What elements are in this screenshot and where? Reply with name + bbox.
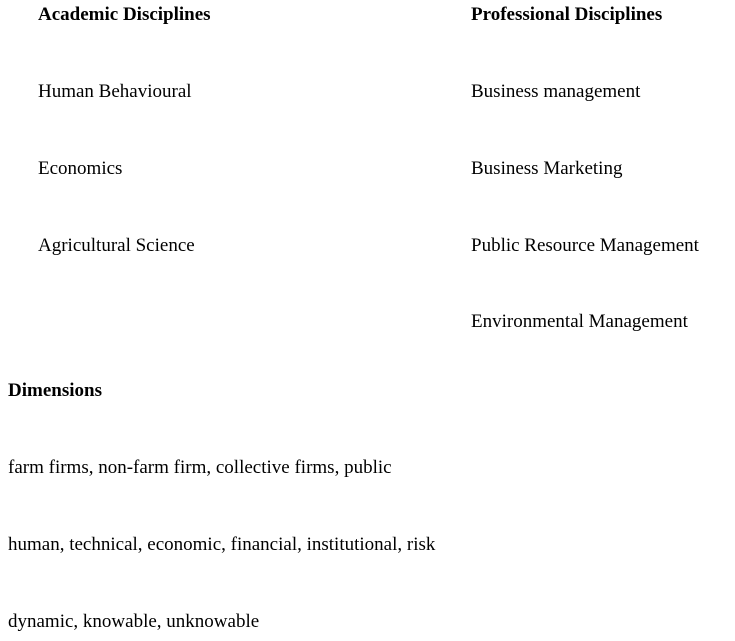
- academic-discipline-item: Agricultural Science: [38, 235, 195, 256]
- academic-disciplines-heading: Academic Disciplines: [38, 4, 211, 25]
- academic-discipline-item: Human Behavioural: [38, 81, 192, 102]
- professional-discipline-item: Public Resource Management: [471, 235, 699, 256]
- professional-discipline-item: Environmental Management: [471, 311, 688, 332]
- professional-discipline-item: Business Marketing: [471, 158, 623, 179]
- professional-disciplines-heading: Professional Disciplines: [471, 4, 663, 25]
- academic-discipline-item: Economics: [38, 158, 123, 179]
- dimension-item: farm firms, non-farm firm, collective firms, public: [8, 457, 392, 478]
- dimension-item: human, technical, economic, financial, institutional, risk: [8, 534, 436, 555]
- dimension-item: dynamic, knowable, unknowable: [8, 611, 260, 632]
- professional-discipline-item: Business management: [471, 81, 641, 102]
- dimensions-heading: Dimensions: [8, 380, 102, 401]
